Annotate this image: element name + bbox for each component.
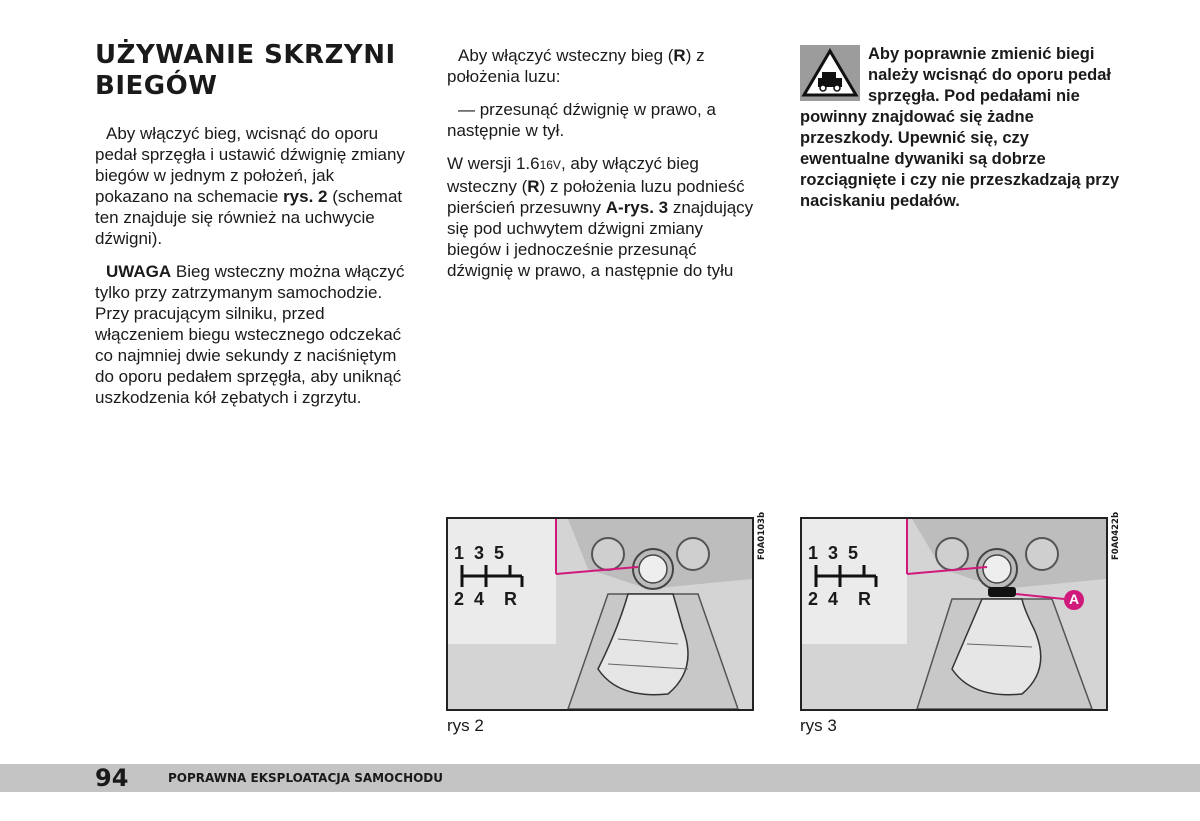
figure-ref: A-rys. 3 [605,198,669,217]
column-middle [447,45,759,293]
figure-caption: rys 2 [447,716,484,735]
paragraph-reverse-step: — przesunąć dźwignię w prawo, a następnie w tył. [447,100,716,140]
paragraph-warning-note: UWAGA Bieg wsteczny można włączyć tylko przy zatrzymanym samochodzie. Przy pracującym silniku, przed włączeniem biegu wstecznego odczekać co najmniej dwie sekundy z naciśniętym do oporu pedałem sprzęgła, aby uniknąć uszkodzenia kół zębatych i zgrzytu. [95,262,405,407]
paragraph-reverse-gear: Aby włączyć wsteczny bieg (R) z położenia luzu: [447,46,705,86]
paragraph-16v-version: W wersji 1.616V, aby włączyć bieg wsteczny (R) z położenia luzu podnieść pierścień przesuwny A-rys. 3 znajdujący się pod uchwytem dźwigni zmiany biegów i jednocześnie przesunąć dźwignię w prawo, a następnie do tyłu [447,154,754,280]
note-label: UWAGA [106,262,172,281]
gear-pattern-bottom-numbers: 2 4 R [454,589,518,609]
figure-code: F0A0103b [757,511,767,560]
page-title: UŻYWANIE SKRZYNI BIEGÓW [95,40,396,101]
gear-pattern-bottom-numbers: 2 4 R [808,589,872,609]
section-title: POPRAWNA EKSPLOATACJA SAMOCHODU [168,771,444,785]
figure-rys-2 [446,517,754,711]
warning-text: Aby poprawnie zmienić biegi należy wcisnąć do oporu pedał sprzęgła. Pod pedałami nie powinny znajdować się żadne przeszkody. Upewnić się, czy ewentualne dywaniki są dobrze rozciągnięte i czy nie przeszkadzają przy naciskaniu pedałów. [800,45,1120,210]
paragraph-gear-shift: Aby włączyć bieg, wcisnąć do oporu pedał sprzęgła i ustawić dźwignię zmiany biegów w jednym z położeń, jak pokazano na schemacie rys. 2 (schemat ten znajduje się również na uchwycie dźwigni). [95,124,405,248]
figure-caption: rys 3 [800,716,837,735]
gear-pattern-top-numbers: 1 3 5 [808,543,859,563]
figure-code: F0A0422b [1111,511,1121,560]
gear-pattern-top-numbers: 1 3 5 [454,543,505,563]
ring-marker-label: A [1068,591,1080,607]
figure-rys-3 [800,517,1108,711]
warning-text-block [800,44,1120,212]
page-number: 94 [95,764,129,792]
figure-ref: rys. 2 [283,187,328,206]
column-left [95,123,405,420]
